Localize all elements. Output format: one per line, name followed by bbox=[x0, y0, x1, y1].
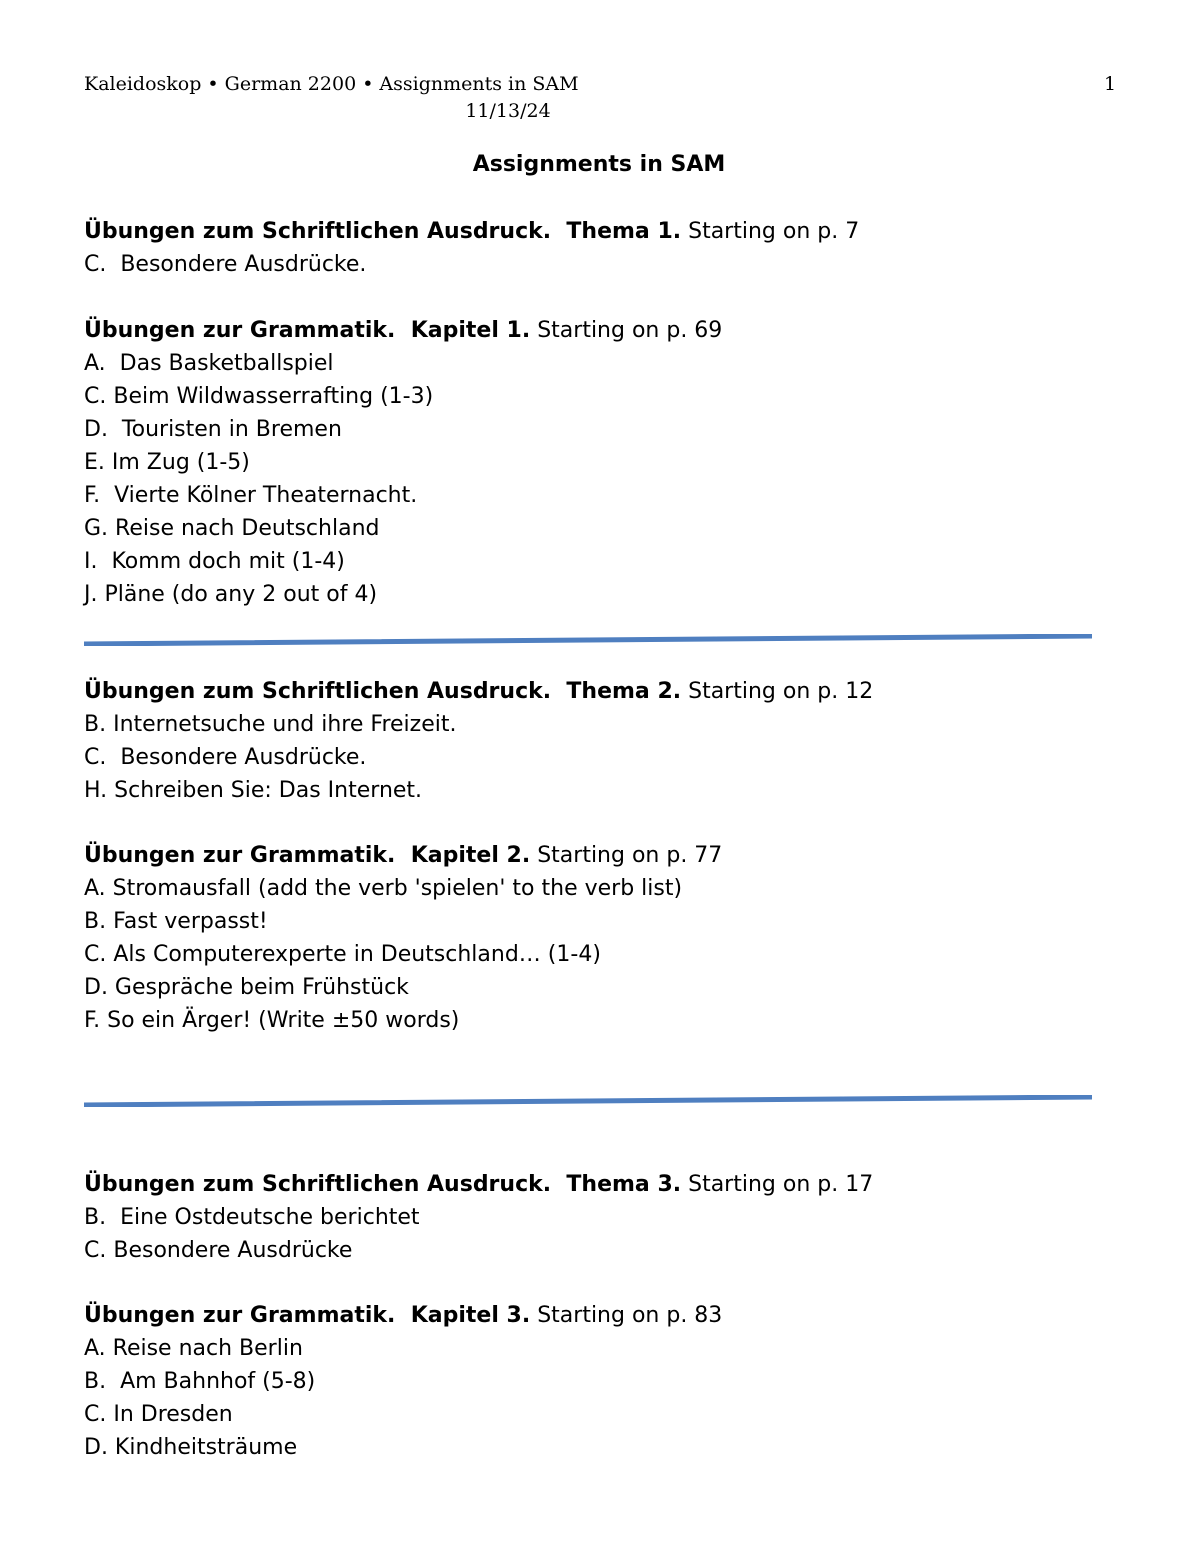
heading-page: Starting on p. 17 bbox=[681, 1172, 874, 1197]
list-item: H. Schreiben Sie: Das Internet. bbox=[84, 778, 423, 803]
heading-bold: Übungen zur Grammatik. Kapitel 1. bbox=[84, 318, 531, 343]
list-item: F. Vierte Kölner Theaternacht. bbox=[84, 483, 418, 508]
list-item: G. Reise nach Deutschland bbox=[84, 516, 380, 541]
section-kapitel-3 bbox=[84, 1299, 1124, 1464]
section-kapitel-1 bbox=[84, 314, 1124, 611]
section-heading bbox=[84, 215, 1124, 248]
header-date: 11/13/24 bbox=[465, 100, 551, 122]
list-item: C. Besondere Ausdrücke bbox=[84, 1238, 353, 1263]
list-item: F. So ein Ärger! (Write ±50 words) bbox=[84, 1008, 460, 1033]
list-item: A. Das Basketballspiel bbox=[84, 351, 334, 376]
section-heading bbox=[84, 839, 1124, 872]
section-divider bbox=[84, 634, 1092, 646]
list-item: B. Internetsuche und ihre Freizeit. bbox=[84, 712, 457, 737]
list-item: E. Im Zug (1-5) bbox=[84, 450, 250, 475]
list-item: C. Besondere Ausdrücke. bbox=[84, 745, 367, 770]
running-header: Kaleidoskop • German 2200 • Assignments in SAM bbox=[84, 73, 579, 95]
section-heading bbox=[84, 1299, 1124, 1332]
list-item: B. Eine Ostdeutsche berichtet bbox=[84, 1205, 420, 1230]
section-heading bbox=[84, 1168, 1124, 1201]
section-kapitel-2 bbox=[84, 839, 1124, 1037]
list-item: B. Fast verpasst! bbox=[84, 909, 268, 934]
page-number: 1 bbox=[1104, 73, 1117, 95]
heading-page: Starting on p. 83 bbox=[530, 1303, 723, 1328]
section-thema-1 bbox=[84, 215, 1124, 281]
heading-bold: Übungen zur Grammatik. Kapitel 3. bbox=[84, 1303, 531, 1328]
section-thema-2 bbox=[84, 675, 1124, 807]
list-item: A. Stromausfall (add the verb 'spielen' to the verb list) bbox=[84, 876, 683, 901]
list-item: C. Beim Wildwasserrafting (1-3) bbox=[84, 384, 434, 409]
section-thema-3 bbox=[84, 1168, 1124, 1267]
heading-bold: Übungen zum Schriftlichen Ausdruck. Thema 1. bbox=[84, 219, 682, 244]
list-item: A. Reise nach Berlin bbox=[84, 1336, 303, 1361]
list-item: D. Kindheitsträume bbox=[84, 1435, 298, 1460]
list-item: J. Pläne (do any 2 out of 4) bbox=[84, 582, 378, 607]
heading-page: Starting on p. 77 bbox=[530, 843, 723, 868]
section-heading bbox=[84, 314, 1124, 347]
list-item: D. Touristen in Bremen bbox=[84, 417, 342, 442]
heading-page: Starting on p. 7 bbox=[681, 219, 860, 244]
list-item: C. In Dresden bbox=[84, 1402, 233, 1427]
section-divider bbox=[84, 1095, 1092, 1107]
list-item: B. Am Bahnhof (5-8) bbox=[84, 1369, 316, 1394]
list-item: C. Als Computerexperte in Deutschland… (1-4) bbox=[84, 942, 601, 967]
heading-bold: Übungen zum Schriftlichen Ausdruck. Thema 3. bbox=[84, 1172, 682, 1197]
list-item: C. Besondere Ausdrücke. bbox=[84, 252, 367, 277]
document-title: Assignments in SAM bbox=[472, 152, 726, 177]
section-heading bbox=[84, 675, 1124, 708]
heading-bold: Übungen zur Grammatik. Kapitel 2. bbox=[84, 843, 531, 868]
list-item: D. Gespräche beim Frühstück bbox=[84, 975, 409, 1000]
heading-bold: Übungen zum Schriftlichen Ausdruck. Thema 2. bbox=[84, 679, 682, 704]
heading-page: Starting on p. 12 bbox=[681, 679, 874, 704]
heading-page: Starting on p. 69 bbox=[530, 318, 723, 343]
list-item: I. Komm doch mit (1-4) bbox=[84, 549, 345, 574]
